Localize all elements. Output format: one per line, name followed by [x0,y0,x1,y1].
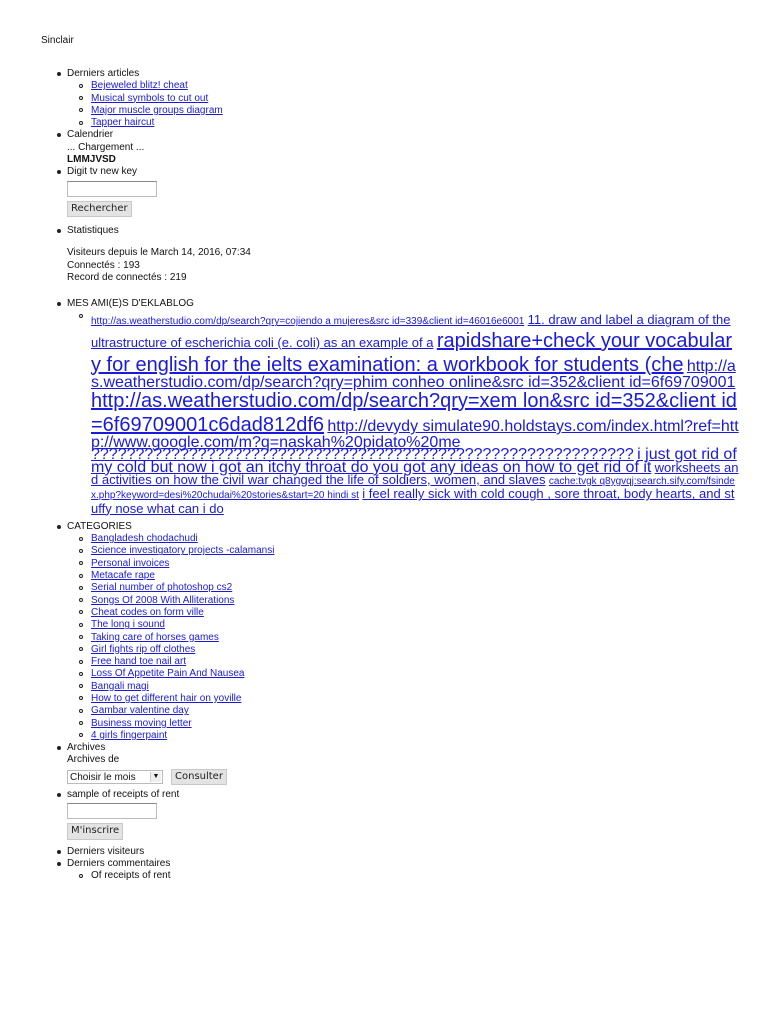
list-item [67,558,741,570]
list-item [67,619,741,631]
list-item [67,718,741,730]
recent-articles-list [67,80,741,129]
categories-list [67,533,741,742]
calendar-days: LMMJVSD [67,154,116,166]
friend-link[interactable]: i just got rid of my cold but now i got an itchy throat do you got any ideas on how to get rid of it [91,446,737,476]
list-item [67,80,741,92]
widget-search [41,166,741,225]
friends-heading: MES AMI(E)S D'EKLABLOG [67,298,194,310]
category-link[interactable]: Loss Of Appetite Pain And Nausea [91,668,245,680]
list-item [67,632,741,644]
widget-last-comments [41,858,741,883]
friend-link[interactable]: i feel really sick with cold cough , sore throat, body hearts, and stuffy nose what can i do [91,486,735,516]
friend-link[interactable]: cache:tvgk q8ygvqj:search.sify.com/fsindex.php?keyword=desi%20chudai%20stories&start=20 hindi st [91,475,735,502]
widget-recent-articles [41,68,741,129]
list-item [67,681,741,693]
widget-last-visitors [41,846,741,858]
categories-heading: CATEGORIES [67,520,132,532]
archives-label: Archives de [67,754,120,766]
friend-link[interactable]: worksheets and activities on how the civil war changed the life of soldiers, women, and slaves [91,459,739,487]
friends-list [67,310,741,514]
friend-link[interactable]: http://as.weatherstudio.com/dp/search?qry=xem lon&src id=352&client id=6f69709001c6dad812df6 [91,390,737,437]
calendar-loading: ... Chargement ... [67,141,145,153]
article-link[interactable]: Musical symbols to cut out [91,92,209,104]
list-item [67,870,741,882]
list-item [67,105,741,117]
friend-link[interactable]: 11. draw and label a diagram of the ultrastructure of escherichia coli (e. coli) as an example of a [91,312,731,350]
archives-submit-button[interactable]: Consulter [171,769,227,785]
widget-friends [41,298,741,521]
list-item [67,693,741,705]
article-link[interactable]: Major muscle groups diagram [91,104,223,116]
subscribe-button[interactable]: M'inscrire [67,823,123,839]
list-item [67,595,741,607]
stats-connected: Connectés : 193 [67,259,140,271]
category-link[interactable]: Bangladesh chodachudi [91,533,198,545]
category-link[interactable]: Metacafe rape [91,570,155,582]
friend-link[interactable]: rapidshare+check your vocabulary for english for the ielts examination: a workbook for students (che [91,329,733,376]
category-link[interactable]: Business moving letter [91,717,192,729]
stats-record: Record de connectés : 219 [67,271,187,283]
sidebar-widgets [41,68,741,883]
list-item [67,730,741,742]
category-link[interactable]: Cheat codes on form ville [91,606,204,618]
friend-link[interactable]: http://as.weatherstudio.com/dp/search?qry=cojiendo a mujeres&src id=339&client id=46016e6001 [91,316,525,328]
category-link[interactable]: The long i sound [91,619,165,631]
list-item [67,607,741,619]
site-title: Sinclair [41,35,74,46]
newsletter-email-input[interactable] [67,803,157,819]
list-item [67,705,741,717]
list-item [67,644,741,656]
category-link[interactable]: Free hand toe nail art [91,656,187,668]
last-comments-list [67,870,741,882]
widget-calendar [41,129,741,166]
stats-heading: Statistiques [67,224,119,236]
newsletter-heading: sample of receipts of rent [67,789,180,801]
category-link[interactable]: Personal invoices [91,557,170,569]
category-link[interactable]: Girl fights rip off clothes [91,643,196,655]
category-link[interactable]: Gambar valentine day [91,705,189,717]
chevron-down-icon: ▼ [150,772,161,782]
widget-stats [41,225,741,290]
list-item [67,310,741,514]
search-heading: Digit tv new key [67,166,138,178]
list-item [67,570,741,582]
article-link[interactable]: Tapper haircut [91,117,155,129]
comment-item: Of receipts of rent [91,870,171,882]
category-link[interactable]: Science investigatory projects -calamansi [91,545,275,557]
list-item [67,533,741,545]
last-comments-heading: Derniers commentaires [67,857,171,869]
list-item [67,117,741,129]
list-item [67,545,741,557]
archives-month-select[interactable] [67,770,163,784]
widget-newsletter [41,789,741,846]
recent-articles-heading: Derniers articles [67,68,140,79]
widget-categories [41,521,741,742]
category-link[interactable]: Bangali magi [91,680,149,692]
category-link[interactable]: Serial number of photoshop cs2 [91,582,233,594]
friend-link[interactable]: http://as.weatherstudio.com/dp/search?qry=phim conheo online&src id=352&client id=6f69709001 [91,357,736,391]
friend-link[interactable]: http://devydy simulate90.holdstays.com/index.html?ref=http://www.google.com/m?q=naskah%20pidato%20me [91,418,739,452]
category-link[interactable]: Songs Of 2008 With Alliterations [91,594,235,606]
category-link[interactable]: Taking care of horses games [91,631,219,643]
archives-heading: Archives [67,742,106,754]
list-item [67,656,741,668]
article-link[interactable]: Bejeweled blitz! cheat [91,80,188,92]
category-link[interactable]: How to get different hair on yoville [91,692,242,704]
friend-link[interactable]: ????????????????????????????????????????????????????????????? [91,446,634,464]
search-input[interactable] [67,181,157,197]
archives-select-value: Choisir le mois [70,771,136,783]
category-link[interactable]: 4 girls fingerpaint [91,729,168,741]
stats-since: Visiteurs depuis le March 14, 2016, 07:34 [67,247,251,259]
list-item [67,668,741,680]
calendar-heading: Calendrier [67,129,114,141]
list-item [67,93,741,105]
widget-archives [41,742,741,785]
search-button[interactable]: Rechercher [67,201,132,217]
last-visitors-heading: Derniers visiteurs [67,845,145,857]
list-item [67,582,741,594]
